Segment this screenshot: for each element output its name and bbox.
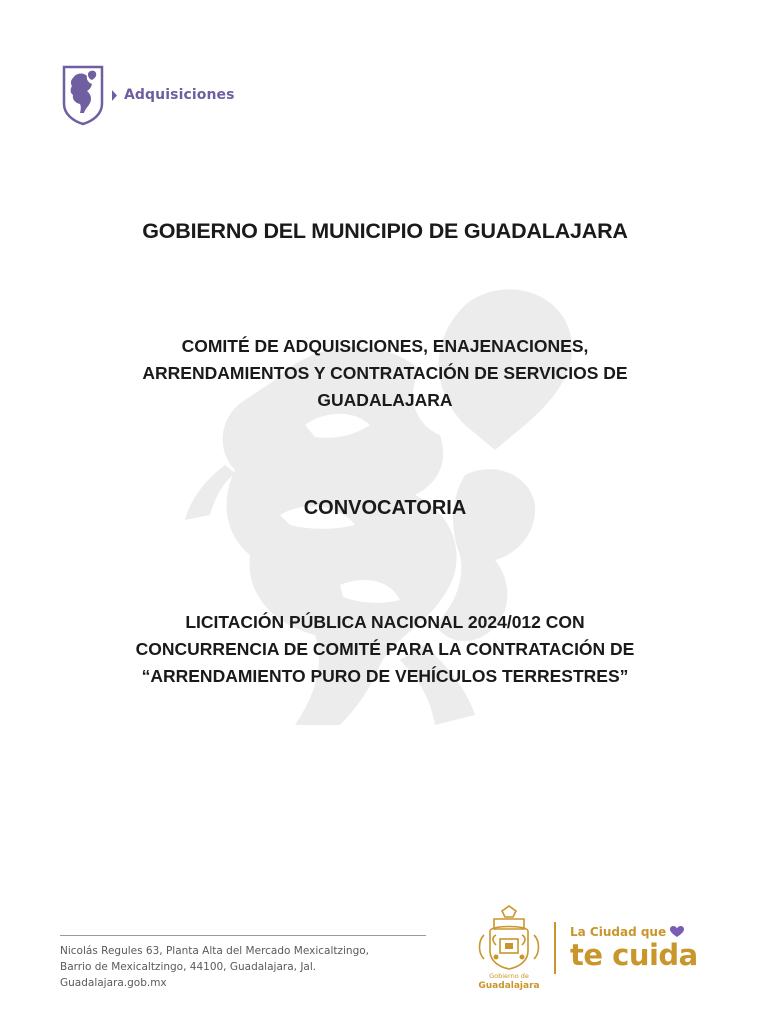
footer-divider-line [60,935,426,936]
website-link[interactable]: Guadalajara.gob.mx [60,977,167,989]
section-heading: CONVOCATORIA [303,497,467,519]
department-label [111,87,235,103]
coat-caption-bottom: Guadalajara [478,981,540,991]
header-logo [61,64,235,126]
slogan-top-text: La Ciudad que [570,925,667,939]
coat-caption-top: Gobierno de [489,972,529,980]
committee-line: GUADALAJARA [317,390,453,410]
committee-line: ARRENDAMIENTOS Y CONTRATACIÓN DE SERVICIOS DE [142,363,628,383]
tender-description [0,609,770,690]
footer-logos [472,905,698,991]
coat-of-arms-icon [472,905,546,991]
document-title: GOBIERNO DEL MUNICIPIO DE GUADALAJARA [142,219,628,243]
committee-name [0,333,770,414]
logo-divider [554,922,556,974]
footer-address [60,943,369,991]
city-slogan [570,925,698,971]
tender-line: “ARRENDAMIENTO PURO DE VEHÍCULOS TERRESTRES” [141,666,629,686]
lion-shield-icon [61,64,105,126]
committee-line: COMITÉ DE ADQUISICIONES, ENAJENACIONES, [181,336,589,356]
tender-line: LICITACIÓN PÚBLICA NACIONAL 2024/012 CON [185,612,585,632]
heart-icon [670,926,684,938]
department-name: Adquisiciones [124,87,235,103]
chevron-marker-icon [111,90,118,101]
slogan-bottom-text: te cuida [570,938,698,972]
tender-line: CONCURRENCIA DE COMITÉ PARA LA CONTRATACIÓN DE [135,639,635,659]
address-line: Barrio de Mexicaltzingo, 44100, Guadalajara, Jal. [60,961,317,973]
address-line: Nicolás Regules 63, Planta Alta del Mercado Mexicaltzingo, [60,945,370,957]
